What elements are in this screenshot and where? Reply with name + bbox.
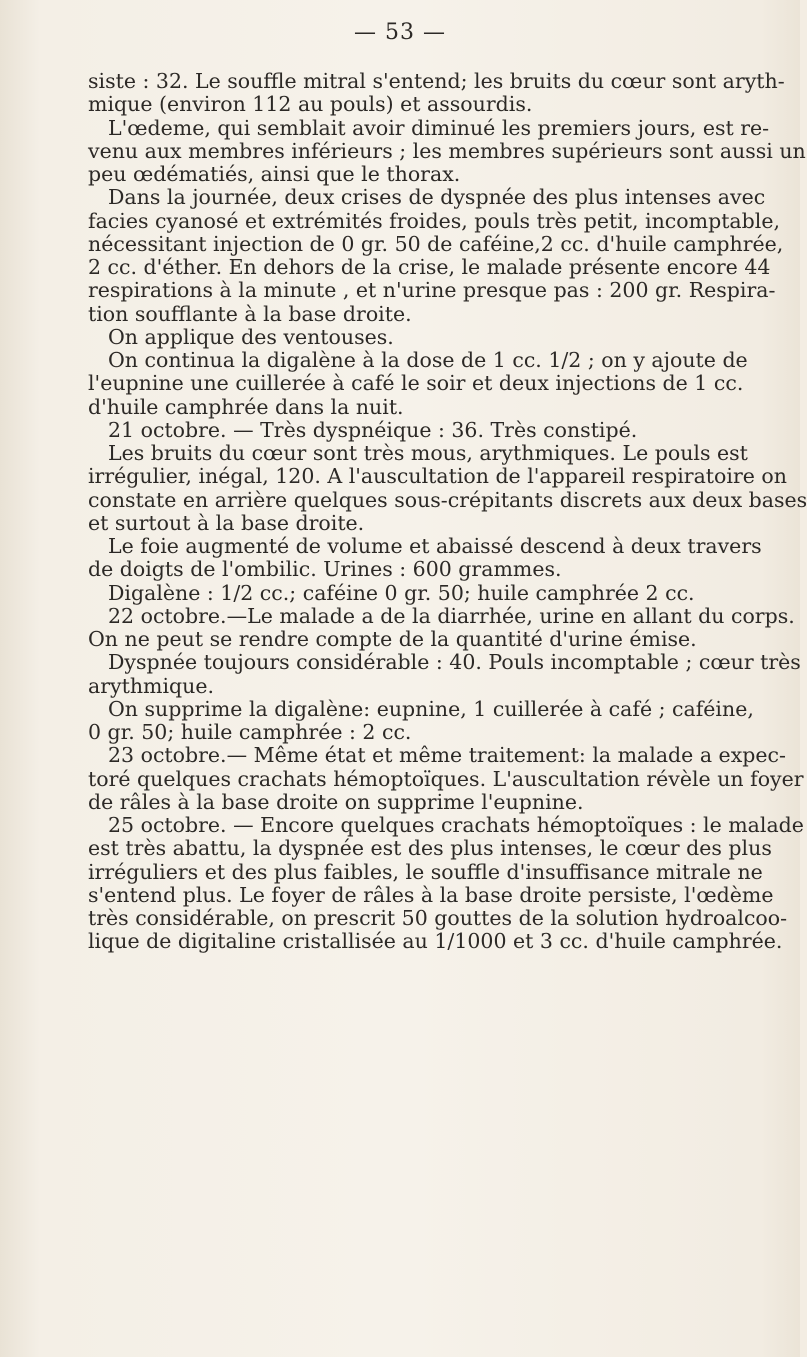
text-line: L'œdeme, qui semblait avoir diminué les premiers jours, est re- [108,115,770,140]
text-line: toré quelques crachats hémoptoïques. L'auscultation révèle un foyer [88,766,804,791]
text-line: On applique des ventouses. [108,324,394,349]
text-line: arythmique. [88,673,215,698]
text-line: est très abattu, la dyspnée est des plus intenses, le cœur des plus [88,836,772,861]
text-line: siste : 32. Le souffle mitral s'entend; les bruits du cœur sont aryth- [88,69,785,93]
text-line: d'huile camphrée dans la nuit. [88,394,404,419]
text-line: 0 gr. 50; huile camphrée : 2 cc. [88,720,412,744]
text-line: Digalène : 1/2 cc.; caféine 0 gr. 50; huile camphrée 2 cc. [108,580,695,605]
text-line: respirations à la minute , et n'urine presque pas : 200 gr. Respira- [88,278,776,303]
text-line: 21 octobre. — Très dyspnéique : 36. Très constipé. [108,417,638,442]
text-line: de râles à la base droite on supprime l'eupnine. [88,789,584,814]
text-line: très considérable, on prescrit 50 gouttes de la solution hydroalcoo- [88,906,788,930]
text-line: On ne peut se rendre compte de la quantité d'urine émise. [88,627,697,651]
text-line: nécessitant injection de 0 gr. 50 de caféine,2 cc. d'huile camphrée, [88,231,784,256]
page-number: — 53 — [354,20,446,45]
text-line: 23 octobre.— Même état et même traitement: la malade a expec- [108,743,786,768]
text-line: 22 octobre.—Le malade a de la diarrhée, urine en allant du corps. [108,603,795,628]
text-line: lique de digitaline cristallisée au 1/1000 et 3 cc. d'huile camphrée. [88,929,783,954]
body-text [88,69,807,954]
text-line: Le foie augmenté de volume et abaissé descend à deux travers [108,534,762,558]
text-line: On supprime la digalène: eupnine, 1 cuillerée à café ; caféine, [108,696,754,721]
text-line: facies cyanosé et extrémités froides, pouls très petit, incomptable, [88,208,780,233]
text-line: et surtout à la base droite. [88,510,365,535]
text-line: irréguliers et des plus faibles, le souffle d'insuffisance mitrale ne [88,859,763,884]
text-line: 2 cc. d'éther. En dehors de la crise, le malade présente encore 44 [88,255,771,279]
text-line: irrégulier, inégal, 120. A l'auscultation de l'appareil respiratoire on [88,464,787,489]
text-line: venu aux membres inférieurs ; les membres supérieurs sont aussi un [88,138,806,163]
text-line: tion soufflante à la base droite. [88,301,412,326]
text-line: Dans la journée, deux crises de dyspnée des plus intenses avec [108,185,766,210]
text-line: 25 octobre. — Encore quelques crachats hémoptoïques : le malade [108,813,804,837]
text-line: s'entend plus. Le foyer de râles à la base droite persiste, l'œdème [88,882,774,907]
text-line: l'eupnine une cuillerée à café le soir et deux injections de 1 cc. [88,371,744,396]
text-line: Dyspnée toujours considérable : 40. Pouls incomptable ; cœur très [108,650,801,675]
text-line: de doigts de l'ombilic. Urines : 600 grammes. [88,557,562,582]
text-line: peu œdématiés, ainsi que le thorax. [88,162,461,186]
text-line: constate en arrière quelques sous-crépitants discrets aux deux bases [88,487,807,512]
text-line: Les bruits du cœur sont très mous, arythmiques. Le pouls est [108,441,748,465]
text-line: mique (environ 112 au pouls) et assourdis. [88,92,533,117]
text-line: On continua la digalène à la dose de 1 cc. 1/2 ; on y ajoute de [108,348,748,372]
